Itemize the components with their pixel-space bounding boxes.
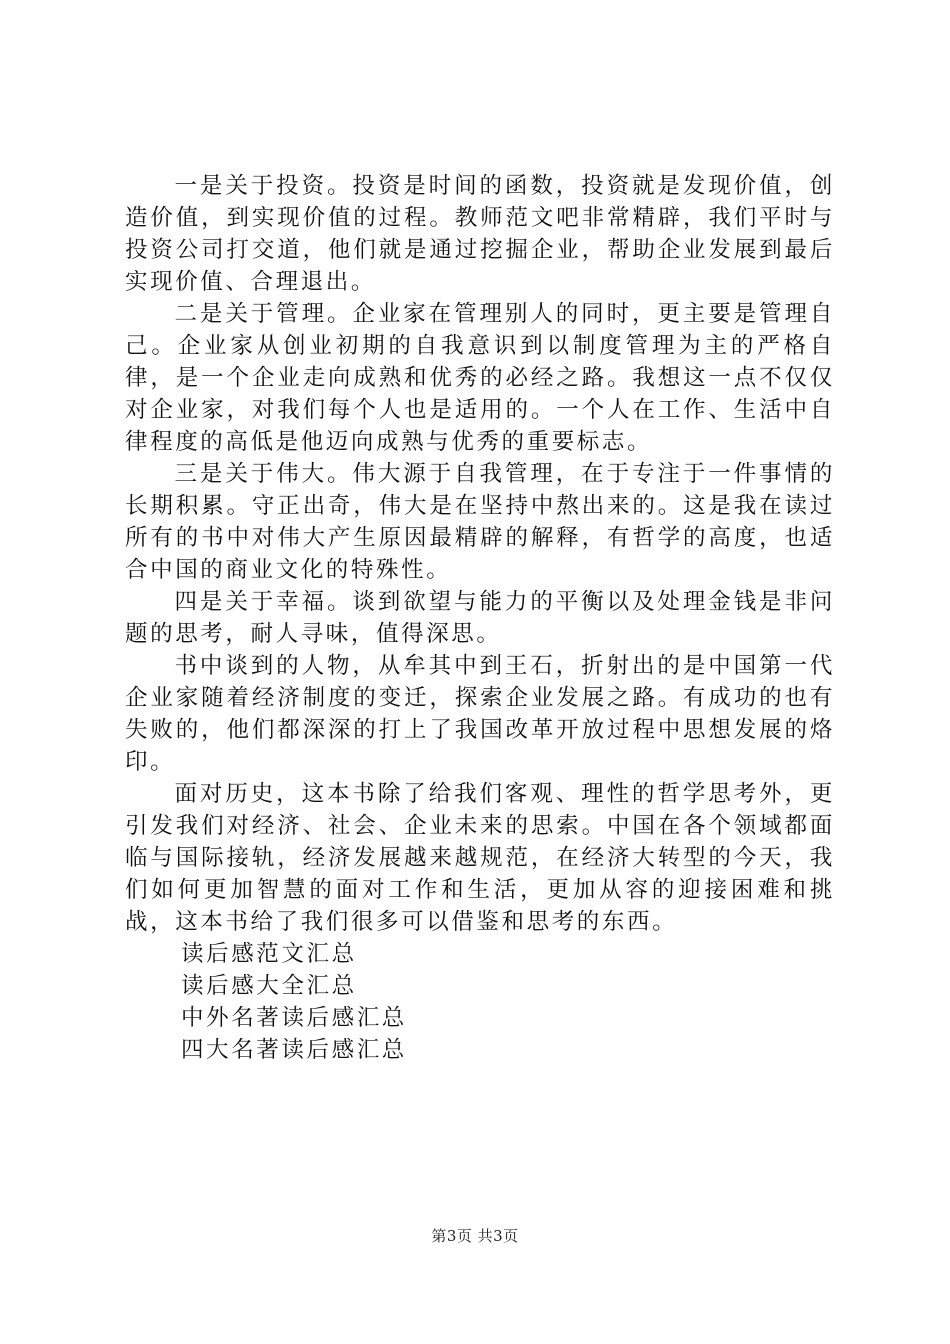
paragraph-happiness: 四是关于幸福。谈到欲望与能力的平衡以及处理金钱是非问题的思考，耐人寻味，值得深思。 [125,589,835,647]
related-links-list [125,938,835,1066]
paragraph-characters: 书中谈到的人物，从牟其中到王石，折射出的是中国第一代企业家随着经济制度的变迁，探索企业发展之路。有成功的也有失败的，他们都深深的打上了我国改革开放过程中思想发展的烙印。 [125,653,835,775]
related-link-reading-complete-collection[interactable]: 读后感大全汇总 [181,973,357,999]
related-link-four-classics[interactable]: 四大名著读后感汇总 [181,1037,407,1063]
paragraph-history: 面对历史，这本书除了给我们客观、理性的哲学思考外，更引发我们对经济、社会、企业未来的思索。中国在各个领域都面临与国际接轨，经济发展越来越规范，在经济大转型的今天，我们如何更加智慧的面对工作和生活，更加从容的迎接困难和挑战，这本书给了我们很多可以借鉴和思考的东西。 [125,781,835,935]
related-link-world-classics[interactable]: 中外名著读后感汇总 [181,1005,407,1031]
document-body [125,170,835,1066]
paragraph-greatness: 三是关于伟大。伟大源于自我管理，在于专注于一件事情的长期积累。守正出奇，伟大是在坚持中熬出来的。这是我在读过所有的书中对伟大产生原因最精辟的解释，有哲学的高度，也适合中国的商业文化的特殊性。 [125,461,835,583]
related-link-reading-essay-collection[interactable]: 读后感范文汇总 [181,941,357,967]
paragraph-management: 二是关于管理。企业家在管理别人的同时，更主要是管理自己。企业家从创业初期的自我意识到以制度管理为主的严格自律，是一个企业走向成熟和优秀的必经之路。我想这一点不仅仅对企业家，对我们每个人也是适用的。一个人在工作、生活中自律程度的高低是他迈向成熟与优秀的重要标志。 [125,301,835,455]
paragraph-investment: 一是关于投资。投资是时间的函数，投资就是发现价值，创造价值，到实现价值的过程。教师范文吧非常精辟，我们平时与投资公司打交道，他们就是通过挖掘企业，帮助企业发展到最后实现价值、合理退出。 [125,173,835,295]
page-number: 第3页 共3页 [431,1227,519,1245]
page-footer [0,1226,950,1246]
